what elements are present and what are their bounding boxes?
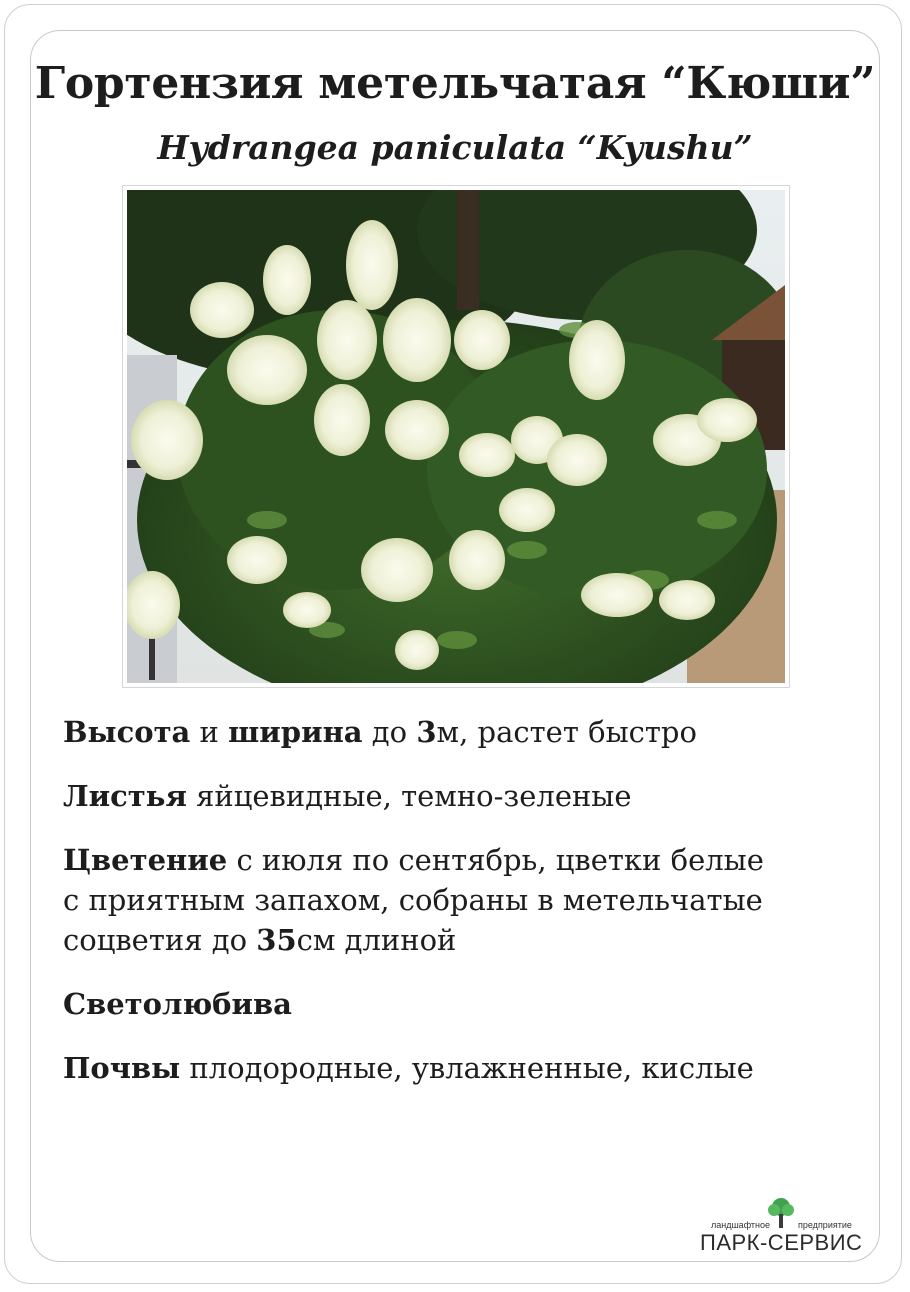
company-logo bbox=[700, 1196, 870, 1256]
fact-line bbox=[63, 712, 863, 752]
fact-keyword: 35 bbox=[256, 923, 297, 957]
fact-text: с приятным запахом, собраны в метельчатые bbox=[63, 883, 763, 917]
fact-text: плодородные, увлажненные, кислые bbox=[180, 1051, 754, 1085]
fact-keyword: ширина bbox=[228, 715, 363, 749]
fact-text: см длиной bbox=[296, 923, 457, 957]
fact-text: и bbox=[190, 715, 229, 749]
fact-text: с июля по сентябрь, цветки белые bbox=[227, 843, 764, 877]
fact-text: соцветия до bbox=[63, 923, 257, 957]
fact-text: яйцевидные, темно-зеленые bbox=[186, 779, 632, 813]
fact-line bbox=[63, 1048, 863, 1088]
fact-text: м, растет быстро bbox=[436, 715, 697, 749]
logo-company-name: ПАРК-СЕРВИС bbox=[700, 1230, 863, 1255]
fact-keyword: Листья bbox=[63, 779, 187, 813]
fact-line bbox=[63, 776, 863, 816]
plant-photo bbox=[122, 185, 790, 688]
plant-title: Гортензия метельчатая “Кюши” bbox=[34, 58, 876, 109]
plant-characteristics bbox=[63, 712, 863, 1112]
fact-keyword: Почвы bbox=[63, 1051, 181, 1085]
logo-left-caption: ландшафтное bbox=[710, 1220, 770, 1230]
fact-keyword: Высота bbox=[63, 715, 191, 749]
hydrangea-bush-photo-icon bbox=[127, 190, 785, 683]
fact-line bbox=[63, 840, 863, 960]
fact-keyword: Цветение bbox=[63, 843, 228, 877]
plant-latin-name: Hydrangea paniculata “Kyushu” bbox=[157, 128, 753, 167]
fact-text: до bbox=[362, 715, 417, 749]
fact-keyword: 3 bbox=[416, 715, 437, 749]
fact-line bbox=[63, 984, 863, 1024]
fact-keyword: Светолюбива bbox=[63, 987, 292, 1021]
logo-right-caption: предприятие bbox=[798, 1220, 852, 1230]
